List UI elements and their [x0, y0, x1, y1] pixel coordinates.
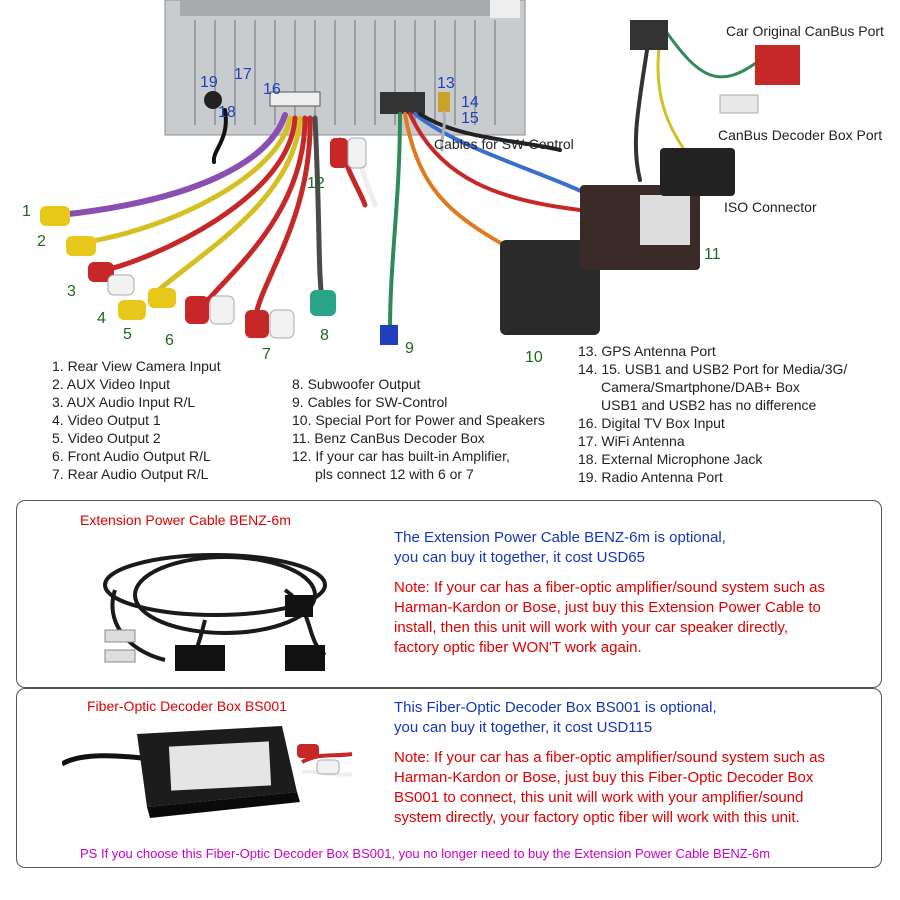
panel1-info-line: you can buy it together, it cost USD65: [394, 549, 645, 566]
legend-item: 17. WiFi Antenna: [578, 433, 685, 449]
rca-yellow-1: [40, 206, 70, 226]
label-5: 5: [123, 326, 132, 343]
wiring-harness-diagram: [0, 0, 900, 345]
panel1-note: [394, 578, 825, 658]
rca-white-7b: [270, 310, 294, 338]
legend-item: 12. If your car has built-in Amplifier,: [292, 448, 510, 464]
panel1-note-line: Harman-Kardon or Bose, just buy this Extension Power Cable to: [394, 599, 821, 616]
rca-yellow-2: [66, 236, 96, 256]
legend-item: 2. AUX Video Input: [52, 376, 171, 392]
panel2-info-line: This Fiber-Optic Decoder Box BS001 is optional,: [394, 699, 717, 716]
legend-item: 18. External Microphone Jack: [578, 451, 763, 467]
legend-item: 7. Rear Audio Output R/L: [52, 466, 209, 482]
panel1-note-line: factory optic fiber WON'T work again.: [394, 639, 642, 656]
label-14: 14: [461, 94, 479, 111]
main-socket: [380, 92, 425, 114]
panel1-title: Extension Power Cable BENZ-6m: [80, 512, 291, 528]
decoder-box-image: [62, 722, 372, 832]
legend-left: [52, 357, 221, 483]
panel2-info-line: you can buy it together, it cost USD115: [394, 719, 653, 736]
callout-iso: ISO Connector: [724, 199, 817, 215]
legend-item: 4. Video Output 1: [52, 412, 161, 428]
legend-item: 3. AUX Audio Input R/L: [52, 394, 196, 410]
panel2-note-line: system directly, your factory optic fiber will work with this unit.: [394, 809, 800, 826]
label-10: 10: [525, 349, 543, 366]
legend-item: 11. Benz CanBus Decoder Box: [292, 430, 485, 446]
rca-red-12a: [330, 138, 348, 168]
rca-red-6a: [185, 296, 209, 324]
label-6: 6: [165, 332, 174, 349]
rca-white-12b: [348, 138, 366, 168]
legend-item: 9. Cables for SW-Control: [292, 394, 448, 410]
panel1-info-line: The Extension Power Cable BENZ-6m is optional,: [394, 529, 726, 546]
panel1-note-line: Note: If your car has a fiber-optic amplifier/sound system such as: [394, 579, 826, 596]
panel2-title: Fiber-Optic Decoder Box BS001: [87, 698, 287, 714]
legend-item: 6. Front Audio Output R/L: [52, 448, 211, 464]
label-8: 8: [320, 327, 329, 344]
legend-item: Camera/Smartphone/DAB+ Box: [601, 379, 800, 395]
panel1-info: [394, 528, 726, 568]
label-17: 17: [234, 66, 252, 83]
legend-item: 1. Rear View Camera Input: [52, 358, 221, 374]
rca-white-3b: [108, 275, 134, 295]
label-7: 7: [262, 346, 271, 363]
decoder-port-connector: [720, 95, 758, 113]
panel2-note-line: Harman-Kardon or Bose, just buy this Fiber-Optic Decoder Box: [394, 769, 814, 786]
label-18: 18: [218, 104, 236, 121]
label-15: 15: [461, 110, 479, 127]
rca-yellow-5: [148, 288, 176, 308]
extension-cable-image: [85, 530, 385, 680]
callout-canbus-port: Car Original CanBus Port: [726, 23, 884, 39]
legend-item: 5. Video Output 2: [52, 430, 161, 446]
rca-red-7a: [245, 310, 269, 338]
legend-item: 14. 15. USB1 and USB2 Port for Media/3G/: [578, 361, 848, 377]
gps-socket: [438, 92, 450, 112]
legend-item: 10. Special Port for Power and Speakers: [292, 412, 545, 428]
label-1: 1: [22, 203, 31, 220]
label-16: 16: [263, 81, 281, 98]
label-19: 19: [200, 74, 218, 91]
panel2-note: [394, 748, 825, 828]
legend-right: [578, 342, 847, 486]
label-13: 13: [437, 75, 455, 92]
panel2-note-line: BS001 to connect, this unit will work with your amplifier/sound: [394, 789, 804, 806]
legend-item: USB1 and USB2 has no difference: [601, 397, 817, 413]
legend-item: pls connect 12 with 6 or 7: [315, 466, 474, 482]
legend-item: 13. GPS Antenna Port: [578, 343, 716, 359]
rca-yellow-4: [118, 300, 146, 320]
label-3: 3: [67, 283, 76, 300]
label-9: 9: [405, 340, 414, 357]
canbus-red-connector: [755, 45, 800, 85]
legend-item: 19. Radio Antenna Port: [578, 469, 723, 485]
callout-decoder-port: CanBus Decoder Box Port: [718, 127, 883, 143]
rca-teal-8: [310, 290, 336, 316]
legend-item: 8. Subwoofer Output: [292, 376, 421, 392]
sw-control-plug: [380, 325, 398, 345]
label-2: 2: [37, 233, 46, 250]
panel1-note-line: install, then this unit will work with your car speaker directly,: [394, 619, 789, 636]
panel2-info: [394, 698, 717, 738]
rca-white-6b: [210, 296, 234, 324]
label-11: 11: [704, 246, 721, 263]
label-4: 4: [97, 310, 106, 327]
iso-connector: [660, 148, 735, 196]
callout-sw-control: Cables for SW-Control: [434, 136, 574, 152]
legend-item: 16. Digital TV Box Input: [578, 415, 725, 431]
ps-note: PS If you choose this Fiber-Optic Decoder Box BS001, you no longer need to buy the Extension Power Cable BENZ-6m: [80, 846, 771, 861]
legend-mid: [292, 375, 545, 483]
label-12: 12: [307, 175, 325, 192]
panel2-note-line: Note: If your car has a fiber-optic amplifier/sound system such as: [394, 749, 826, 766]
